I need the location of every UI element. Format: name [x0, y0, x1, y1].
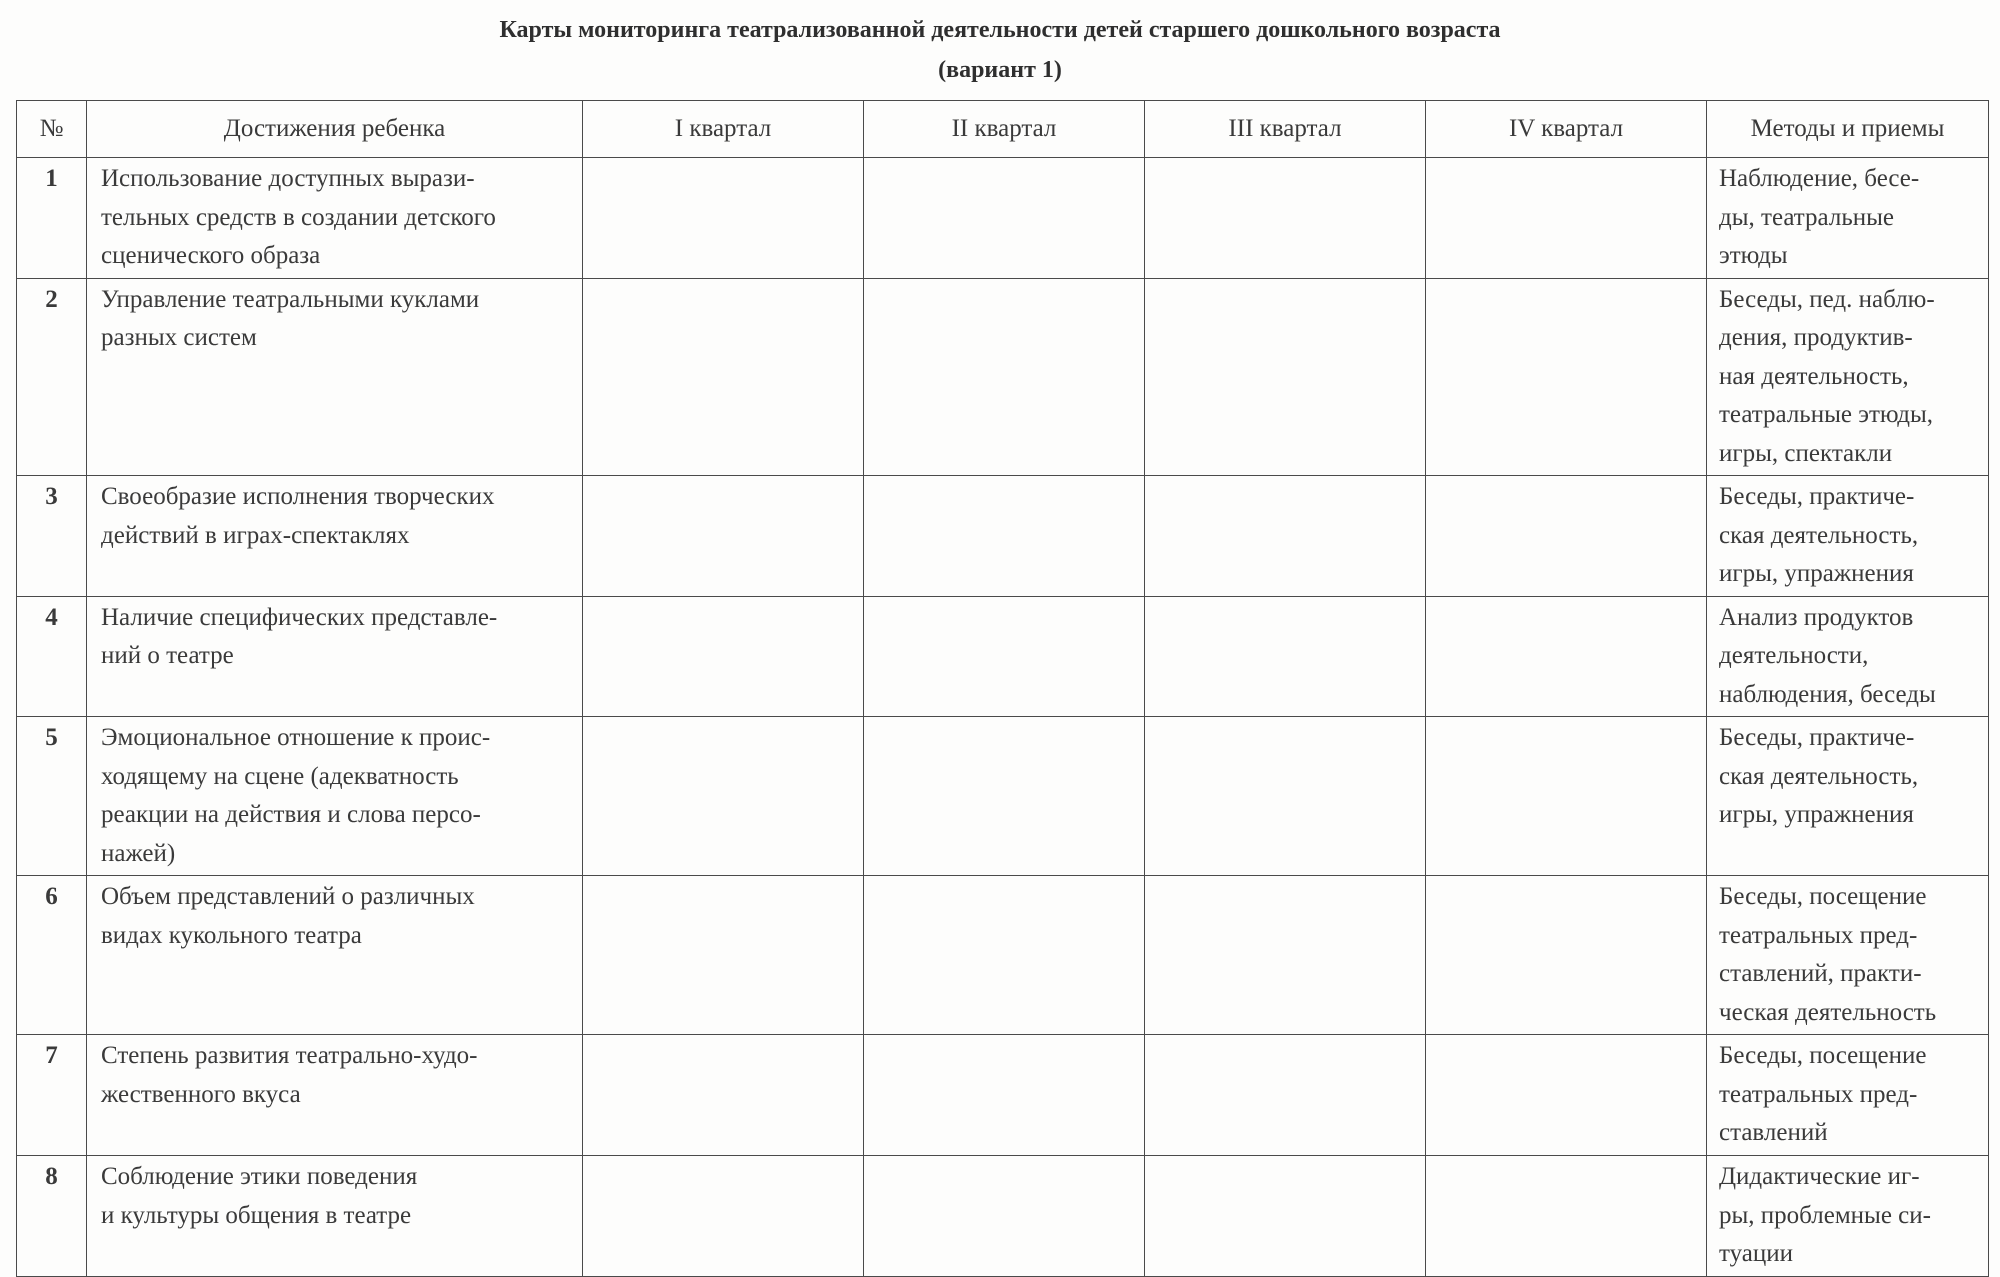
achievement-line: Управление театральными куклами: [101, 285, 480, 313]
methods-cell: [1707, 717, 1989, 876]
quarter-2-cell[interactable]: [864, 1156, 1145, 1277]
title-line-2: (вариант 1): [938, 57, 1062, 83]
row-number: 3: [17, 476, 87, 597]
quarter-1-cell[interactable]: [583, 278, 864, 476]
achievement-line: нажей): [101, 839, 176, 867]
methods-line: Беседы, практиче-: [1719, 483, 1915, 510]
methods-line: деятельности,: [1719, 642, 1869, 669]
methods-line: ская деятельность,: [1719, 521, 1919, 549]
achievement-cell: [87, 278, 583, 476]
title-line-1: Карты мониторинга театрализованной деятельности детей старшего дошкольного возраста: [499, 17, 1501, 43]
quarter-1-cell[interactable]: [583, 1035, 864, 1156]
quarter-3-cell[interactable]: [1145, 596, 1426, 717]
quarter-3-cell[interactable]: [1145, 278, 1426, 476]
achievement-cell: [87, 476, 583, 597]
document-title: [0, 10, 2000, 90]
quarter-2-cell[interactable]: [864, 596, 1145, 717]
quarter-1-cell[interactable]: [583, 596, 864, 717]
methods-cell: [1707, 476, 1989, 597]
quarter-2-cell[interactable]: [864, 876, 1145, 1035]
achievement-line: жественного вкуса: [101, 1080, 301, 1108]
row-number: 2: [17, 278, 87, 476]
table-row: [17, 717, 1989, 876]
methods-line: ды, театральные: [1719, 203, 1894, 231]
methods-cell: [1707, 876, 1989, 1035]
methods-line: Беседы, пед. наблю-: [1719, 285, 1935, 313]
quarter-2-cell[interactable]: [864, 158, 1145, 279]
quarter-4-cell[interactable]: [1426, 158, 1707, 279]
methods-line: ская деятельность,: [1719, 762, 1919, 790]
methods-line: игры, спектакли: [1719, 439, 1893, 467]
achievement-cell: [87, 876, 583, 1035]
quarter-4-cell[interactable]: [1426, 596, 1707, 717]
achievement-line: Своеобразие исполнения творческих: [101, 483, 495, 510]
methods-line: ческая деятельность: [1719, 998, 1937, 1026]
methods-line: театральных пред-: [1719, 1080, 1918, 1108]
quarter-3-cell[interactable]: [1145, 717, 1426, 876]
header-methods: Методы и приемы: [1707, 101, 1989, 158]
achievement-cell: [87, 1035, 583, 1156]
achievement-line: сценического образа: [101, 242, 321, 269]
methods-line: ная деятельность,: [1719, 362, 1909, 390]
quarter-1-cell[interactable]: [583, 1156, 864, 1277]
quarter-1-cell[interactable]: [583, 717, 864, 876]
methods-line: театральных пред-: [1719, 921, 1918, 949]
achievement-line: Наличие специфических представле-: [101, 603, 498, 631]
achievement-line: реакции на действия и слова персо-: [101, 801, 481, 828]
methods-cell: [1707, 278, 1989, 476]
quarter-4-cell[interactable]: [1426, 278, 1707, 476]
methods-line: Беседы, посещение: [1719, 1042, 1927, 1069]
quarter-3-cell[interactable]: [1145, 1035, 1426, 1156]
achievement-line: разных систем: [101, 324, 257, 351]
row-number: 4: [17, 596, 87, 717]
quarter-3-cell[interactable]: [1145, 876, 1426, 1035]
row-number: 6: [17, 876, 87, 1035]
header-quarter-1: I квартал: [583, 101, 864, 158]
methods-line: Беседы, практиче-: [1719, 724, 1915, 751]
achievement-line: Объем представлений о различных: [101, 883, 475, 910]
methods-cell: [1707, 596, 1989, 717]
quarter-4-cell[interactable]: [1426, 717, 1707, 876]
row-number: 8: [17, 1156, 87, 1277]
methods-line: Анализ продуктов: [1719, 603, 1914, 631]
table-row: [17, 1156, 1989, 1277]
header-quarter-4: IV квартал: [1426, 101, 1707, 158]
table-row: [17, 1035, 1989, 1156]
achievement-line: Соблюдение этики поведения: [101, 1163, 418, 1190]
methods-line: Дидактические иг-: [1719, 1163, 1920, 1190]
quarter-4-cell[interactable]: [1426, 1156, 1707, 1277]
methods-line: Беседы, посещение: [1719, 883, 1927, 910]
methods-line: ры, проблемные си-: [1719, 1201, 1931, 1229]
methods-line: наблюдения, беседы: [1719, 680, 1936, 708]
achievement-cell: [87, 717, 583, 876]
methods-line: игры, упражнения: [1719, 560, 1914, 587]
methods-line: туации: [1719, 1240, 1793, 1267]
row-number: 1: [17, 158, 87, 279]
table-row: [17, 596, 1989, 717]
quarter-3-cell[interactable]: [1145, 476, 1426, 597]
methods-line: игры, упражнения: [1719, 801, 1914, 828]
table-row: [17, 476, 1989, 597]
methods-line: театральные этюды,: [1719, 401, 1934, 428]
methods-cell: [1707, 158, 1989, 279]
quarter-3-cell[interactable]: [1145, 158, 1426, 279]
quarter-2-cell[interactable]: [864, 1035, 1145, 1156]
header-number: №: [17, 101, 87, 158]
achievement-line: Степень развития театрально-худо-: [101, 1042, 478, 1069]
methods-line: ставлений: [1719, 1119, 1828, 1146]
achievement-line: видах кукольного театра: [101, 921, 362, 949]
quarter-1-cell[interactable]: [583, 476, 864, 597]
quarter-2-cell[interactable]: [864, 717, 1145, 876]
methods-line: Наблюдение, бесе-: [1719, 165, 1920, 192]
achievement-line: ходящему на сцене (адекватность: [101, 762, 459, 790]
quarter-4-cell[interactable]: [1426, 476, 1707, 597]
table-row: [17, 278, 1989, 476]
table-header-row: [17, 101, 1989, 158]
header-quarter-2: II квартал: [864, 101, 1145, 158]
methods-line: этюды: [1719, 242, 1788, 269]
quarter-4-cell[interactable]: [1426, 1035, 1707, 1156]
achievement-line: и культуры общения в театре: [101, 1201, 412, 1229]
row-number: 7: [17, 1035, 87, 1156]
table-row: [17, 876, 1989, 1035]
quarter-2-cell[interactable]: [864, 476, 1145, 597]
header-quarter-3: III квартал: [1145, 101, 1426, 158]
quarter-2-cell[interactable]: [864, 278, 1145, 476]
monitoring-table: [16, 100, 1989, 1277]
quarter-1-cell[interactable]: [583, 876, 864, 1035]
achievement-cell: [87, 158, 583, 279]
achievement-line: тельных средств в создании детского: [101, 203, 496, 231]
quarter-4-cell[interactable]: [1426, 876, 1707, 1035]
achievement-cell: [87, 1156, 583, 1277]
quarter-1-cell[interactable]: [583, 158, 864, 279]
methods-cell: [1707, 1156, 1989, 1277]
achievement-line: ний о театре: [101, 642, 234, 669]
row-number: 5: [17, 717, 87, 876]
methods-cell: [1707, 1035, 1989, 1156]
methods-line: ставлений, практи-: [1719, 960, 1922, 987]
methods-line: дения, продуктив-: [1719, 324, 1913, 351]
achievement-line: Использование доступных вырази-: [101, 165, 475, 192]
quarter-3-cell[interactable]: [1145, 1156, 1426, 1277]
achievement-cell: [87, 596, 583, 717]
achievement-line: Эмоциональное отношение к проис-: [101, 724, 491, 751]
table-row: [17, 158, 1989, 279]
header-achievement: Достижения ребенка: [87, 101, 583, 158]
achievement-line: действий в играх-спектаклях: [101, 521, 410, 549]
